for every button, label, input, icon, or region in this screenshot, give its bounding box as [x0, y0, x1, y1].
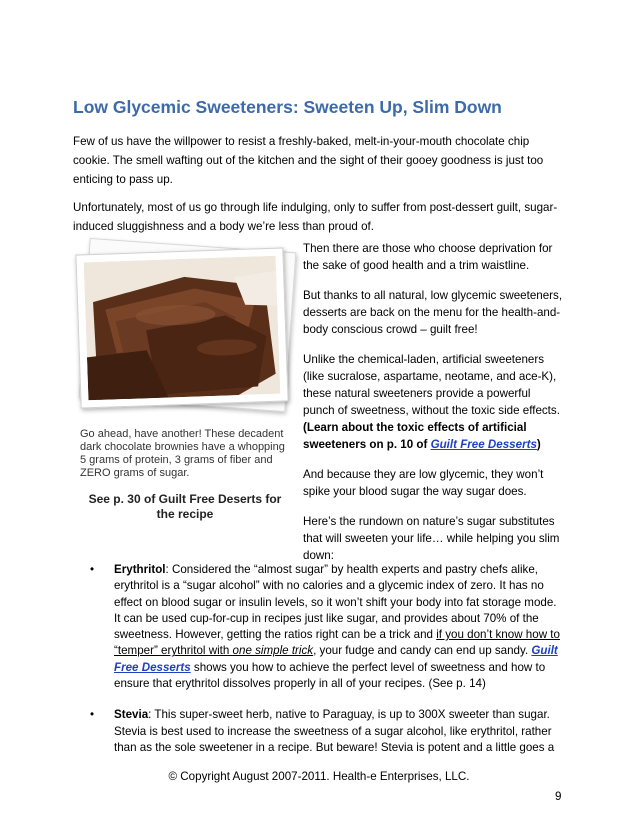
bullet-icon: •: [90, 708, 95, 722]
guilt-free-desserts-link[interactable]: Guilt Free Desserts: [430, 438, 537, 451]
right-column: [303, 240, 565, 577]
guilt-free-desserts-link-2[interactable]: Guilt Free Desserts: [114, 644, 558, 674]
right-paragraph-3-text: Unlike the chemical-laden, artificial sweeteners (like sucralose, aspartame, neotame, and ace-K), these natural sweeteners provide a powerful punch of sweetness, without the toxic side effects.: [303, 353, 560, 417]
erythritol-underline-italic: one simple trick: [232, 644, 314, 658]
intro-paragraph-2: Unfortunately, most of us go through life indulging, only to suffer from post-dessert guilt, sugar-induced sluggishness and a body we’re less than proud of.: [73, 201, 558, 233]
toxic-effects-note-end: ): [536, 438, 541, 451]
sweetener-list: [90, 562, 566, 771]
erythritol-text-c: shows you how to achieve the perfect level of sweetness and how to ensure that erythritol dissolves properly in all of your recipes. (See p. 14): [114, 660, 546, 691]
erythritol-text-a: : Considered the “almost sugar” by health experts and pastry chefs alike, erythritol is a “sugar alcohol” with no calories and a glycemic index of zero. It has no effect on blood sugar or insulin levels, so it won’t shift your body into fat storage mode. It can be used cup-for-cup in recipes just like sugar, and provides about 70% of the sweetness. However, getting the ratios right can be a trick and: [114, 563, 557, 642]
brownie-photo: [72, 245, 297, 410]
list-item-stevia: [90, 707, 566, 756]
right-paragraph-5: Here’s the rundown on nature’s sugar substitutes that will sweeten your life… while helping you slim down:: [303, 515, 560, 562]
right-paragraph-2: But thanks to all natural, low glycemic sweeteners, desserts are back on the menu for the health-and-body conscious crowd – guilt free!: [303, 289, 563, 336]
right-paragraph-4: And because they are low glycemic, they won’t spike your blood sugar the way sugar does.: [303, 468, 544, 498]
copyright-footer: © Copyright August 2007-2011. Health-e Enterprises, LLC.: [168, 770, 470, 783]
photo-caption: Go ahead, have another! These decadent dark chocolate brownies have a whopping 5 grams of protein, 3 grams of fiber and ZERO grams of sugar.: [80, 428, 285, 479]
erythritol-underline-text: if you don’t know how to “temper” erythritol with: [114, 628, 560, 658]
term-stevia: Stevia: [114, 708, 149, 722]
brownie-image: [84, 256, 281, 401]
list-item-erythritol: [90, 562, 566, 692]
erythritol-text-b: , your fudge and candy can end up sandy.: [313, 644, 532, 658]
toxic-effects-note: (Learn about the toxic effects of artificial sweeteners on p. 10 of: [303, 421, 527, 451]
stevia-text: : This super-sweet herb, native to Paraguay, is up to 300X sweeter than sugar. Stevia is best used to increase the sweetness of a sugar alcohol, like erythritol, rather than as the sole sweetener in a recipe. But beware! Stevia is potent and a little goes a: [114, 708, 555, 754]
term-erythritol: Erythritol: [114, 563, 166, 576]
page-number: 9: [555, 790, 562, 803]
intro-paragraph-1: Few of us have the willpower to resist a freshly-baked, melt-in-your-mouth chocolate chip cookie. The smell wafting out of the kitchen and the sight of their gooey goodness is just too enticing to pass up.: [73, 135, 544, 186]
photo-caption-recipe: See p. 30 of Guilt Free Deserts for the recipe: [88, 492, 282, 521]
bullet-icon: •: [90, 563, 95, 576]
photo-front-frame: [75, 247, 288, 408]
right-paragraph-3: [303, 351, 565, 453]
page-title: Low Glycemic Sweeteners: Sweeten Up, Slim Down: [73, 97, 502, 117]
right-paragraph-1: Then there are those who choose deprivation for the sake of good health and a trim waistline.: [303, 242, 553, 272]
